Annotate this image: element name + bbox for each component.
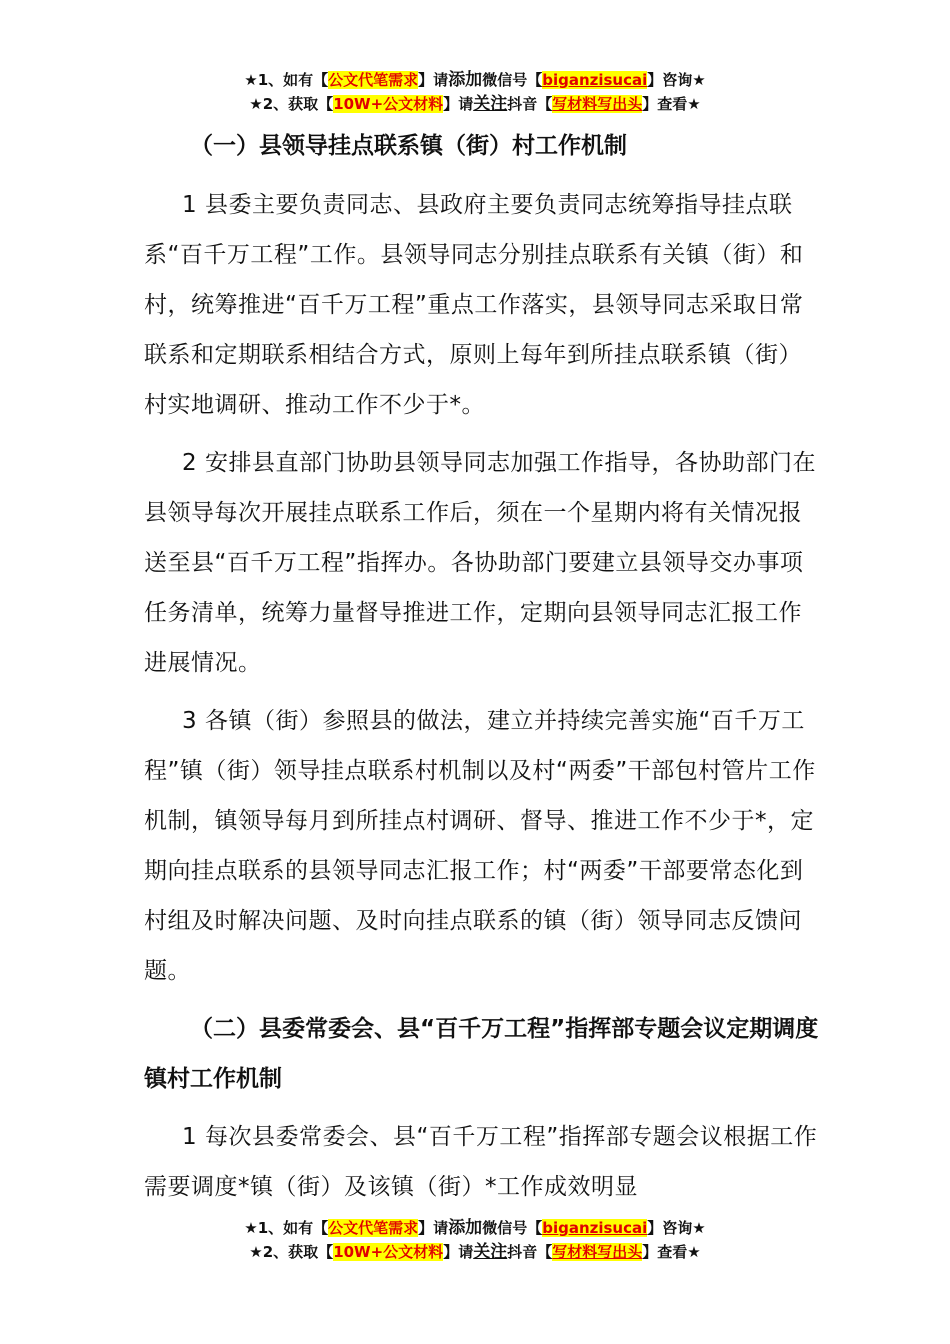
banner-text: 】请 (443, 1243, 474, 1261)
banner-text: 】请 (443, 95, 474, 113)
banner-line-1 (0, 1216, 950, 1240)
banner-text: 2、获取【 (262, 1243, 334, 1261)
star-icon: ★ (249, 95, 263, 113)
wechat-id: biganzisucai (542, 1219, 648, 1237)
banner-text: 2、获取【 (262, 95, 334, 113)
banner-text: 】查看 (642, 95, 688, 113)
banner-text: 抖音【 (507, 95, 553, 113)
banner-line-2 (0, 92, 950, 116)
banner-emphasis: 添加 (448, 1218, 483, 1238)
paragraph: 2 安排县直部门协助县领导同志加强工作指导，各协助部门在县领导每次开展挂点联系工作后，须在一个星期内将有关情况报送至县“百千万工程”指挥办。各协助部门要建立县领导交办事项任务清单，统筹力量督导推进工作，定期向县领导同志汇报工作进展情况。 (144, 450, 816, 676)
star-icon: ★ (687, 1243, 701, 1261)
banner-text: 】咨询 (647, 1219, 693, 1237)
star-icon: ★ (244, 71, 258, 89)
paragraph: 1 县委主要负责同志、县政府主要负责同志统筹指导挂点联系“百千万工程”工作。县领导同志分别挂点联系有关镇（街）和村，统筹推进“百千万工程”重点工作落实，县领导同志采取日常联系和定期联系相结合方式，原则上每年到所挂点联系镇（街）村实地调研、推动工作不少于*。 (144, 192, 804, 418)
highlight-tag: 10W+公文材料 (333, 1243, 444, 1261)
banner-text: 1、如有【 (257, 71, 329, 89)
paragraph: 3 各镇（街）参照县的做法，建立并持续完善实施“百千万工程”镇（街）领导挂点联系村机制以及村“两委”干部包村管片工作机制，镇领导每月到所挂点村调研、督导、推进工作不少于*，定期向挂点联系的县领导同志汇报工作；村“两委”干部要常态化到村组及时解决问题、及时向挂点联系的镇（街）领导同志反馈问题。 (144, 708, 816, 984)
highlight-tag: 公文代笔需求 (328, 1219, 419, 1237)
highlight-tag: 10W+公文材料 (333, 95, 444, 113)
banner-line-1 (0, 68, 950, 92)
top-banner (0, 68, 950, 116)
banner-emphasis: 添加 (448, 70, 483, 90)
banner-text: 微信号【 (482, 1219, 543, 1237)
star-icon: ★ (249, 1243, 263, 1261)
section-2-heading: （二）县委常委会、县“百千万工程”指挥部专题会议定期调度镇村工作机制 (144, 1016, 819, 1092)
banner-text: 】请 (418, 1219, 449, 1237)
douyin-id: 写材料写出头 (552, 95, 643, 113)
star-icon: ★ (692, 71, 706, 89)
douyin-id: 写材料写出头 (552, 1243, 643, 1261)
highlight-tag: 公文代笔需求 (328, 71, 419, 89)
banner-text: 】咨询 (647, 71, 693, 89)
banner-text: 1、如有【 (257, 1219, 329, 1237)
star-icon: ★ (692, 1219, 706, 1237)
wechat-id: biganzisucai (542, 71, 648, 89)
banner-text: 】请 (418, 71, 449, 89)
bottom-banner (0, 1216, 950, 1264)
banner-line-2 (0, 1240, 950, 1264)
document-body (144, 122, 820, 1220)
banner-emphasis: 关注 (473, 94, 508, 114)
banner-text: 微信号【 (482, 71, 543, 89)
banner-text: 】查看 (642, 1243, 688, 1261)
banner-emphasis: 关注 (473, 1242, 508, 1262)
star-icon: ★ (687, 95, 701, 113)
banner-text: 抖音【 (507, 1243, 553, 1261)
section-1-heading: （一）县领导挂点联系镇（街）村工作机制 (190, 133, 627, 159)
star-icon: ★ (244, 1219, 258, 1237)
paragraph: 1 每次县委常委会、县“百千万工程”指挥部专题会议根据工作需要调度*镇（街）及该镇（街）*工作成效明显 (144, 1124, 818, 1200)
